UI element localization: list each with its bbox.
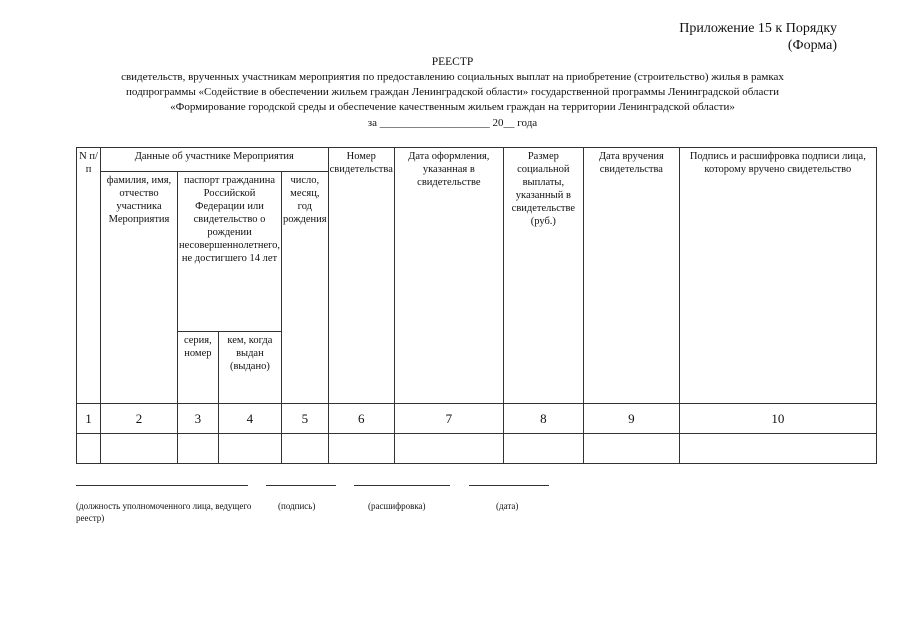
empty-cell bbox=[178, 434, 219, 464]
header-delivery-date: Дата вручения свидетельства bbox=[583, 148, 679, 404]
date-caption: (дата) bbox=[496, 501, 519, 511]
empty-cell bbox=[218, 434, 281, 464]
header-signature: Подпись и расшифровка подписи лица, которому вручено свидетельство bbox=[679, 148, 876, 404]
column-number: 2 bbox=[101, 404, 178, 434]
header-birth-date: число, месяц, год рождения bbox=[282, 172, 329, 404]
subtitle-line-1: свидетельств, врученных участникам мероприятия по предоставлению социальных выплат на приобретение (строительство) жилья в рамках bbox=[121, 71, 784, 83]
subtitle-line-2: подпрограммы «Содействие в обеспечении жильем граждан Ленинградской области» государственной программы Ленинградской области bbox=[126, 86, 779, 98]
signature-caption: (подпись) bbox=[278, 501, 316, 511]
header-issue-date: Дата оформления, указанная в свидетельстве bbox=[394, 148, 503, 404]
date-line bbox=[469, 485, 549, 486]
empty-cell bbox=[328, 434, 394, 464]
decoding-caption: (расшифровка) bbox=[368, 501, 426, 511]
column-number: 10 bbox=[679, 404, 876, 434]
period-line: за ____________________ 20__ года bbox=[367, 117, 538, 129]
column-number: 6 bbox=[328, 404, 394, 434]
empty-cell bbox=[282, 434, 329, 464]
appendix-note bbox=[679, 20, 837, 54]
header-issued-by: кем, когда выдан (выдано) bbox=[218, 332, 281, 404]
empty-cell bbox=[503, 434, 583, 464]
column-number: 5 bbox=[282, 404, 329, 434]
column-number: 7 bbox=[394, 404, 503, 434]
empty-cell bbox=[583, 434, 679, 464]
header-payment-amount: Размер социальной выплаты, указанный в свидетельстве (руб.) bbox=[503, 148, 583, 404]
header-row-number: N п/п bbox=[77, 148, 101, 404]
column-number: 9 bbox=[583, 404, 679, 434]
header-passport: паспорт гражданина Российской Федерации или свидетельство о рождении несовершеннолетнего, не достигшего 14 лет bbox=[178, 172, 282, 332]
position-signature-line bbox=[76, 485, 248, 486]
column-number: 8 bbox=[503, 404, 583, 434]
column-number-row bbox=[77, 404, 877, 434]
registry-table bbox=[76, 147, 877, 464]
empty-cell bbox=[679, 434, 876, 464]
decoding-line bbox=[354, 485, 450, 486]
document-subtitle bbox=[0, 70, 905, 115]
empty-cell bbox=[101, 434, 178, 464]
column-number: 1 bbox=[77, 404, 101, 434]
empty-cell bbox=[394, 434, 503, 464]
header-series-number: серия, номер bbox=[178, 332, 219, 404]
position-caption: (должность уполномоченного лица, ведущего реестр) bbox=[76, 501, 252, 523]
header-participant-data: Данные об участнике Мероприятия bbox=[101, 148, 329, 172]
column-number: 3 bbox=[178, 404, 219, 434]
column-number: 4 bbox=[218, 404, 281, 434]
empty-data-row bbox=[77, 434, 877, 464]
subtitle-line-3: «Формирование городской среды и обеспечение качественным жильем граждан на территории Ленинградской области» bbox=[170, 101, 735, 113]
empty-cell bbox=[77, 434, 101, 464]
appendix-line-2: (Форма) bbox=[787, 38, 837, 53]
signature-line bbox=[266, 485, 336, 486]
header-certificate-number: Номер свидетельства bbox=[328, 148, 394, 404]
header-full-name: фамилия, имя, отчество участника Мероприятия bbox=[101, 172, 178, 404]
document-title: РЕЕСТР bbox=[431, 56, 474, 68]
appendix-line-1: Приложение 15 к Порядку bbox=[679, 21, 837, 36]
